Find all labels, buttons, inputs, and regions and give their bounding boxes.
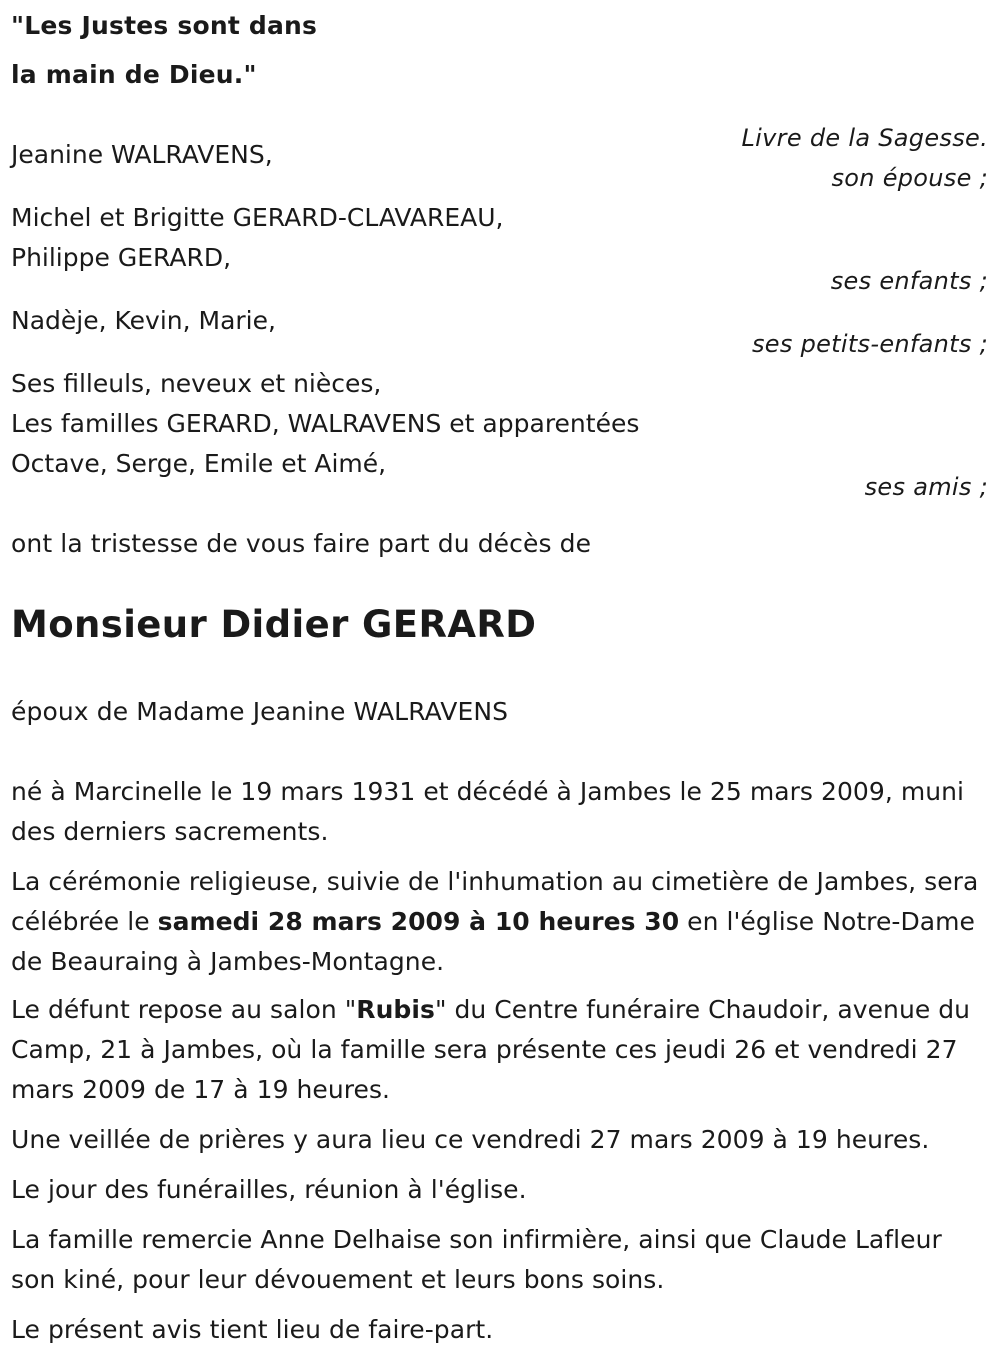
notice-text: Le présent avis tient lieu de faire-part. <box>11 1315 494 1344</box>
epigraph-source: Livre de la Sagesse. <box>741 124 988 152</box>
spouse-name: Jeanine WALRAVENS, <box>11 140 273 169</box>
funeral-day-text: Le jour des funérailles, réunion à l'église. <box>11 1175 527 1204</box>
child-name-1: Michel et Brigitte GERARD-CLAVAREAU, <box>11 203 504 232</box>
repose-prefix: Le défunt repose au salon " <box>11 995 357 1024</box>
deceased-name: Monsieur Didier GERARD <box>11 603 537 646</box>
birth-death-text: né à Marcinelle le 19 mars 1931 et décédé à Jambes le 25 mars 2009, muni des derniers sacrements. <box>11 777 965 846</box>
vigil-text: Une veillée de prières y aura lieu ce vendredi 27 mars 2009 à 19 heures. <box>11 1125 930 1154</box>
spouse-role: son épouse ; <box>831 164 988 192</box>
spouse-of-text: époux de Madame Jeanine WALRAVENS <box>11 697 509 726</box>
ceremony-datetime: samedi 28 mars 2009 à 10 heures 30 <box>157 907 680 936</box>
ceremony-prefix: La cérémonie religieuse, suivie de l'inhumation au cimetière de Jambes, sera célébrée le <box>11 867 979 936</box>
repose-suffix: " du Centre funéraire Chaudoir, avenue du Camp, 21 à Jambes, où la famille sera présente ces jeudi 26 et vendredi 27 mars 2009 de 17 à 19 heures. <box>11 995 971 1104</box>
epigraph-line-2: la main de Dieu." <box>11 60 257 89</box>
others-role: ses amis ; <box>864 473 988 501</box>
thanks-text: La famille remercie Anne Delhaise son infirmière, ainsi que Claude Lafleur son kiné, pour leur dévouement et leurs bons soins. <box>11 1225 942 1294</box>
others-line-3: Octave, Serge, Emile et Aimé, <box>11 449 387 478</box>
child-name-2: Philippe GERARD, <box>11 243 232 272</box>
ceremony-paragraph <box>11 862 986 982</box>
grandchildren-names: Nadèje, Kevin, Marie, <box>11 306 276 335</box>
children-role: ses enfants ; <box>830 267 988 295</box>
announcement-text: ont la tristesse de vous faire part du décès de <box>11 529 592 558</box>
repose-paragraph <box>11 990 986 1110</box>
others-line-1: Ses filleuls, neveux et nièces, <box>11 369 382 398</box>
epigraph-line-1: "Les Justes sont dans <box>11 11 318 40</box>
ceremony-suffix: en l'église Notre-Dame de Beauraing à Jambes-Montagne. <box>11 907 975 976</box>
others-line-2: Les familles GERARD, WALRAVENS et apparentées <box>11 409 640 438</box>
repose-salon: Rubis <box>356 995 435 1024</box>
grandchildren-role: ses petits-enfants ; <box>751 330 988 358</box>
